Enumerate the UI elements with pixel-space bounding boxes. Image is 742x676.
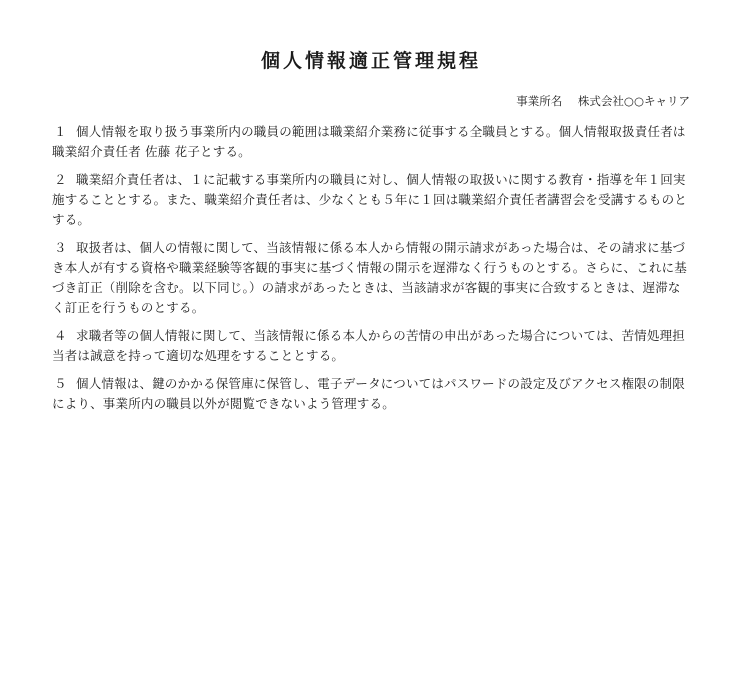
clause-list (52, 122, 692, 422)
clause-item (52, 326, 692, 366)
clause-number: ２ (54, 172, 67, 187)
document-title: 個人情報適正管理規程 (260, 50, 481, 72)
clause-item (52, 374, 692, 414)
office-name: 株式会社○○キャリア (577, 94, 690, 108)
clause-item (52, 238, 692, 318)
clause-item (52, 122, 692, 162)
clause-number: ５ (54, 376, 67, 391)
clause-text: 職業紹介責任者は、１に記載する事業所内の職員に対し、個人情報の取扱いに関する教育・指導を年１回実施することとする。また、職業紹介責任者は、少なくとも５年に１回は職業紹介責任者講習会を受講するものとする。 (52, 172, 688, 227)
clause-number: １ (54, 124, 67, 139)
clause-number: ４ (54, 328, 67, 343)
clause-text: 取扱者は、個人の情報に関して、当該情報に係る本人から情報の開示請求があった場合は、その請求に基づき本人が有する資格や職業経験等客観的事実に基づく情報の開示を遅滞なく行うものとする。さらに、これに基づき訂正（削除を含む。以下同じ。）の請求があったときは、当該請求が客観的事実に合致するときは、遅滞なく訂正を行うものとする。 (52, 240, 688, 315)
office-label: 事業所名 (516, 94, 563, 108)
clause-item (52, 170, 692, 230)
clause-text: 求職者等の個人情報に関して、当該情報に係る本人からの苦情の申出があった場合については、苦情処理担当者は誠意を持って適切な処理をすることとする。 (52, 328, 685, 363)
clause-number: ３ (54, 240, 67, 255)
clause-text: 個人情報は、鍵のかかる保管庫に保管し、電子データについてはパスワードの設定及びアクセス権限の制限により、事業所内の職員以外が閲覧できないよう管理する。 (52, 376, 685, 411)
clause-text: 個人情報を取り扱う事業所内の職員の範囲は職業紹介業務に従事する全職員とする。個人情報取扱責任者は職業紹介責任者 佐藤 花子とする。 (52, 124, 686, 159)
office-line (516, 93, 690, 109)
